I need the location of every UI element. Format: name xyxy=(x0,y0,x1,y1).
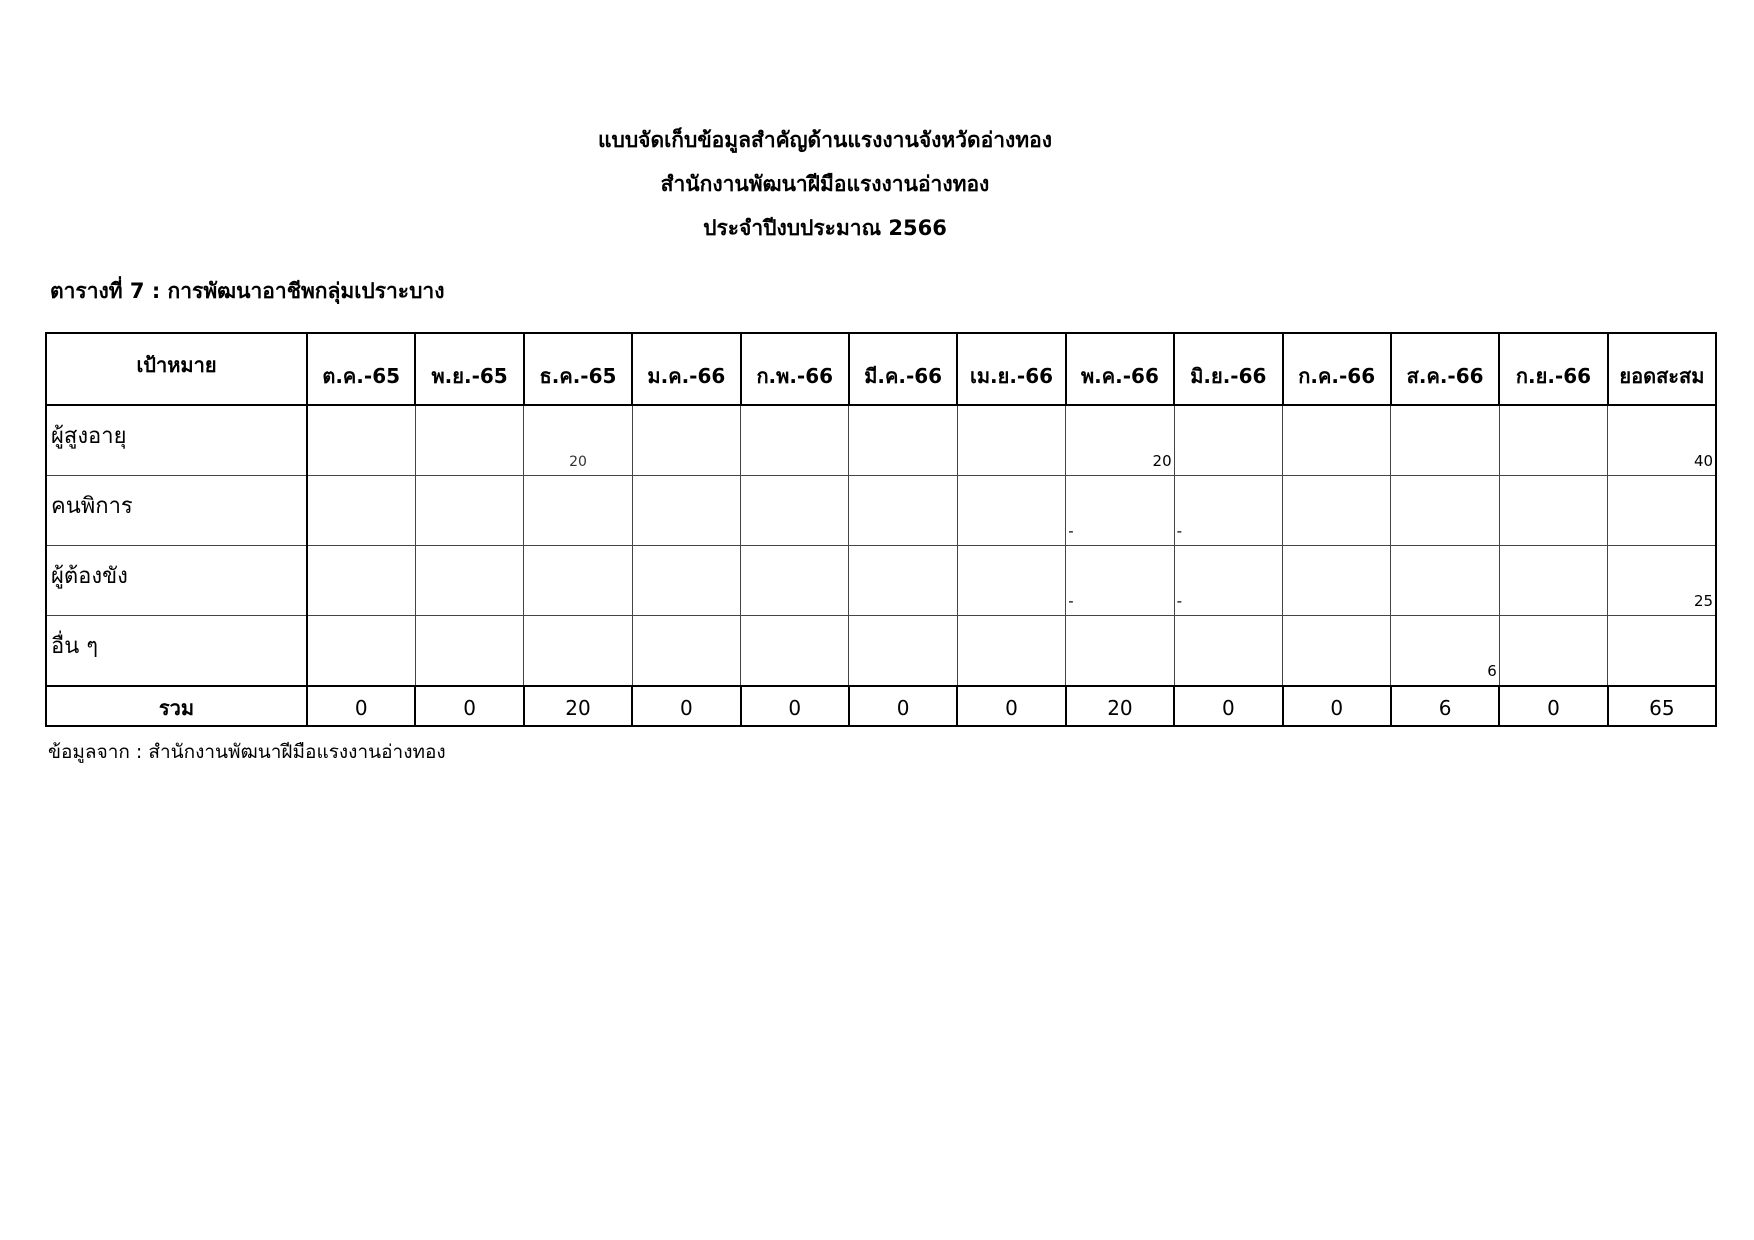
header-month: มิ.ย.-66 xyxy=(1174,333,1282,405)
table-cell xyxy=(957,405,1065,476)
table-cell xyxy=(415,546,523,616)
header-month: เม.ย.-66 xyxy=(957,333,1065,405)
table-cell xyxy=(1499,616,1607,687)
table-cell xyxy=(957,476,1065,546)
table-cell xyxy=(524,546,632,616)
total-cell: 6 xyxy=(1391,686,1499,726)
table-cell xyxy=(849,616,957,687)
table-cell xyxy=(1283,476,1391,546)
table-cell xyxy=(415,405,523,476)
header-month: ธ.ค.-65 xyxy=(524,333,632,405)
header-month: ส.ค.-66 xyxy=(1391,333,1499,405)
total-cell: 0 xyxy=(849,686,957,726)
table-cell xyxy=(307,546,415,616)
table-cell xyxy=(849,546,957,616)
total-cell: 0 xyxy=(1283,686,1391,726)
total-cell: 20 xyxy=(1066,686,1174,726)
table-cell: - xyxy=(1066,476,1174,546)
table-cell xyxy=(741,476,849,546)
table-cell xyxy=(741,616,849,687)
table-cell xyxy=(524,616,632,687)
header-cumulative: ยอดสะสม xyxy=(1608,333,1716,405)
header-month: ก.พ.-66 xyxy=(741,333,849,405)
document-subtitle-office: สำนักงานพัฒนาฝีมือแรงงานอ่างทอง xyxy=(660,172,990,196)
table-row-disabled xyxy=(46,476,1716,546)
header-month: ก.ย.-66 xyxy=(1499,333,1607,405)
table-cell xyxy=(1174,616,1282,687)
row-label: ผู้สูงอายุ xyxy=(46,405,307,476)
table-cell xyxy=(1283,405,1391,476)
table-cell xyxy=(1499,405,1607,476)
table-cell xyxy=(307,476,415,546)
table-row-others xyxy=(46,616,1716,687)
total-cell: 0 xyxy=(415,686,523,726)
total-label: รวม xyxy=(46,686,307,726)
header-month: ก.ค.-66 xyxy=(1283,333,1391,405)
table-cell xyxy=(307,616,415,687)
table-cell xyxy=(632,405,740,476)
table-row-total xyxy=(46,686,1716,726)
header-month: ต.ค.-65 xyxy=(307,333,415,405)
table-cell xyxy=(632,476,740,546)
table-cell xyxy=(1283,616,1391,687)
table-cell: - xyxy=(1174,546,1282,616)
total-cell: 0 xyxy=(632,686,740,726)
table-cell: 20 xyxy=(1066,405,1174,476)
total-cell: 0 xyxy=(1499,686,1607,726)
cumulative-cell xyxy=(1608,616,1716,687)
document-title: แบบจัดเก็บข้อมูลสำคัญด้านแรงงานจังหวัดอ่างทอง xyxy=(597,128,1053,152)
cumulative-cell: 25 xyxy=(1608,546,1716,616)
table-cell xyxy=(632,616,740,687)
total-cell: 0 xyxy=(1174,686,1282,726)
cumulative-cell: 40 xyxy=(1608,405,1716,476)
table-cell xyxy=(957,616,1065,687)
total-cell: 0 xyxy=(307,686,415,726)
table-cell xyxy=(307,405,415,476)
row-label: อื่น ๆ xyxy=(46,616,307,687)
table-cell xyxy=(1499,546,1607,616)
table-cell xyxy=(524,476,632,546)
table-header-row xyxy=(46,333,1716,405)
total-cell: 0 xyxy=(957,686,1065,726)
header-month: ม.ค.-66 xyxy=(632,333,740,405)
table-cell xyxy=(1391,546,1499,616)
table-cell xyxy=(741,405,849,476)
document-subtitle-fiscal-year: ประจำปีงบประมาณ 2566 xyxy=(703,216,947,240)
row-label: ผู้ต้องขัง xyxy=(46,546,307,616)
table-cell xyxy=(1283,546,1391,616)
table-row-elderly xyxy=(46,405,1716,476)
table-row-inmates xyxy=(46,546,1716,616)
total-cumulative-cell: 65 xyxy=(1608,686,1716,726)
table-cell: - xyxy=(1174,476,1282,546)
table-cell xyxy=(1499,476,1607,546)
vulnerable-groups-table xyxy=(45,332,1717,727)
table-cell: 20 xyxy=(524,405,632,476)
row-label: คนพิการ xyxy=(46,476,307,546)
header-month: พ.ค.-66 xyxy=(1066,333,1174,405)
table-cell xyxy=(741,546,849,616)
document-title-block xyxy=(0,118,1650,250)
table-cell xyxy=(415,616,523,687)
table-cell xyxy=(415,476,523,546)
header-month: พ.ย.-65 xyxy=(415,333,523,405)
total-cell: 0 xyxy=(741,686,849,726)
table-cell xyxy=(1066,616,1174,687)
total-cell: 20 xyxy=(524,686,632,726)
table-cell xyxy=(849,476,957,546)
table-cell xyxy=(1174,405,1282,476)
table-cell: 6 xyxy=(1391,616,1499,687)
table-cell: - xyxy=(1066,546,1174,616)
cumulative-cell xyxy=(1608,476,1716,546)
table-cell xyxy=(957,546,1065,616)
data-source-note: ข้อมูลจาก : สำนักงานพัฒนาฝีมือแรงงานอ่างทอง xyxy=(48,741,446,763)
table-cell xyxy=(1391,476,1499,546)
header-month: มี.ค.-66 xyxy=(849,333,957,405)
table-cell xyxy=(1391,405,1499,476)
table-caption: ตารางที่ 7 : การพัฒนาอาชีพกลุ่มเปราะบาง xyxy=(50,279,445,303)
table-cell xyxy=(849,405,957,476)
table-cell xyxy=(632,546,740,616)
header-target: เป้าหมาย xyxy=(46,333,307,405)
